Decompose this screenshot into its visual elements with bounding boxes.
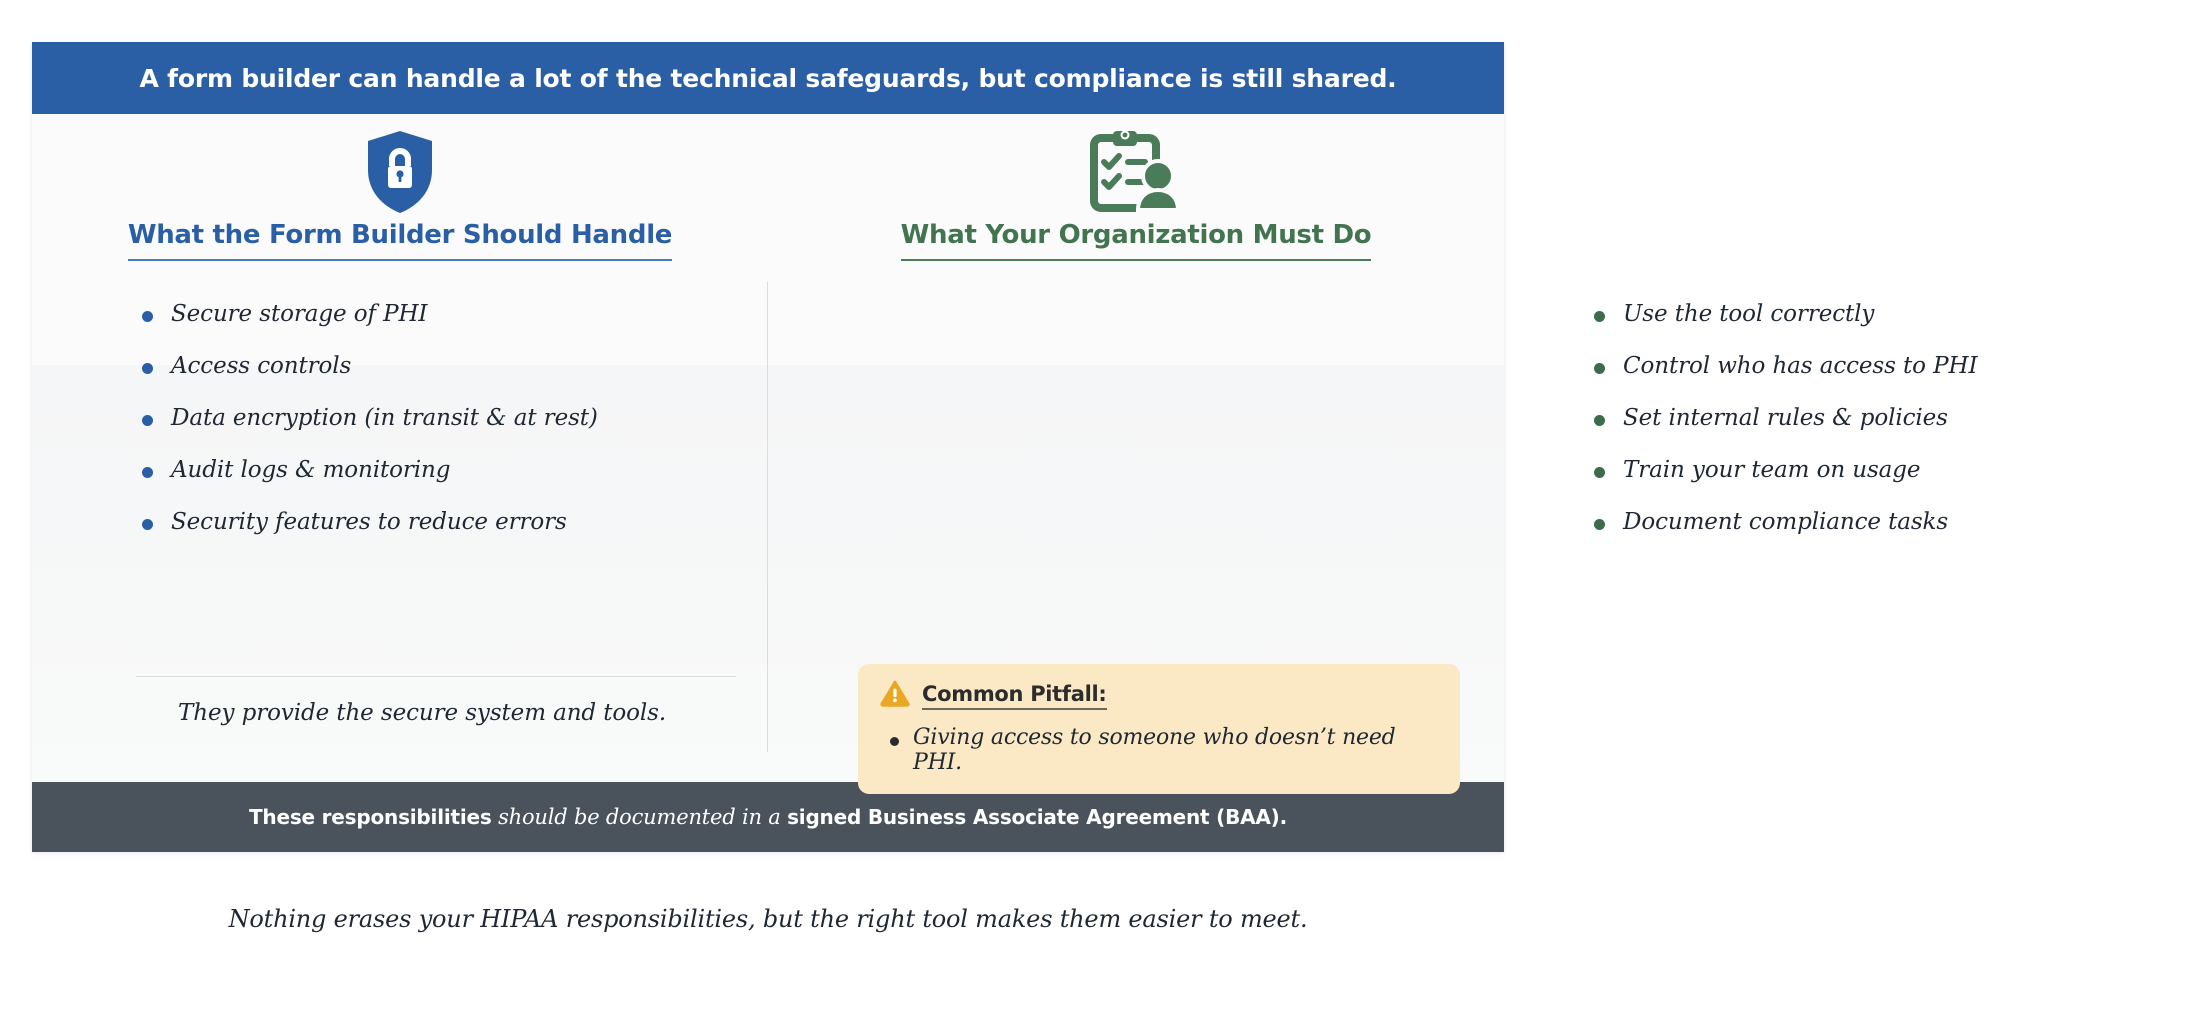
right-column-list	[1594, 300, 2194, 560]
warning-triangle-icon	[880, 680, 910, 711]
list-item	[1594, 456, 2194, 486]
common-pitfall-header	[880, 680, 1438, 711]
common-pitfall-title: Common Pitfall:	[922, 682, 1107, 710]
left-column-heading-text: What the Form Builder Should Handle	[128, 220, 672, 261]
header-banner	[32, 42, 1504, 114]
left-column-separator	[136, 676, 736, 677]
bullet-dot-icon	[142, 519, 153, 530]
bullet-dot-icon	[142, 363, 153, 374]
right-column	[768, 114, 1978, 782]
footer-trail-strong: signed Business Associate Agreement (BAA).	[787, 805, 1288, 829]
list-item	[142, 456, 742, 486]
bullet-dot-icon	[890, 737, 899, 746]
right-column-heading-text: What Your Organization Must Do	[901, 220, 1372, 261]
bullet-dot-icon	[1594, 311, 1605, 322]
list-item	[142, 404, 742, 434]
bullet-dot-icon	[1594, 467, 1605, 478]
bullet-dot-icon	[142, 311, 153, 322]
left-column-list	[142, 300, 742, 560]
list-item	[142, 300, 742, 330]
bullet-dot-icon	[1594, 415, 1605, 426]
left-column-heading	[32, 220, 768, 261]
list-item-label: Use the tool correctly	[1623, 301, 1875, 327]
clipboard-checklist-person-icon	[768, 126, 1504, 218]
list-item-label: Data encryption (in transit & at rest)	[171, 405, 598, 431]
list-item-label: Access controls	[171, 353, 352, 379]
footer-middle: should be documented in a	[491, 805, 788, 829]
list-item	[1594, 508, 2194, 538]
list-item-label: Set internal rules & policies	[1623, 405, 1948, 431]
bullet-dot-icon	[1594, 519, 1605, 530]
header-banner-text: A form builder can handle a lot of the technical safeguards, but compliance is still shared.	[139, 63, 1397, 93]
bullet-dot-icon	[1594, 363, 1605, 374]
list-item-label: Train your team on usage	[1623, 457, 1921, 483]
list-item	[1594, 404, 2194, 434]
footer-lead-strong: These responsibilities	[248, 805, 492, 829]
infographic-card	[32, 42, 1978, 852]
right-column-heading	[768, 220, 1504, 261]
list-item-label: Giving access to someone who doesn’t need PHI.	[913, 725, 1396, 775]
common-pitfall-callout	[858, 664, 1460, 794]
list-item-label: Control who has access to PHI	[1623, 353, 1978, 379]
list-item	[1594, 352, 2194, 382]
list-item-label: Secure storage of PHI	[171, 301, 428, 327]
bottom-caption: Nothing erases your HIPAA responsibilities, but the right tool makes them easier to meet.	[228, 905, 1308, 933]
bullet-dot-icon	[142, 415, 153, 426]
list-item	[880, 725, 1438, 775]
common-pitfall-list	[880, 725, 1438, 775]
list-item-label: Document compliance tasks	[1623, 509, 1949, 535]
list-item	[142, 508, 742, 538]
list-item-label: Security features to reduce errors	[171, 509, 567, 535]
two-column-body	[32, 114, 1978, 782]
bullet-dot-icon	[142, 467, 153, 478]
list-item	[1594, 300, 2194, 330]
left-column	[32, 114, 768, 782]
footer-bar-text	[249, 805, 1287, 829]
left-column-footnote: They provide the secure system and tools.	[178, 700, 667, 726]
list-item	[142, 352, 742, 382]
shield-lock-icon	[32, 126, 768, 218]
list-item-label: Audit logs & monitoring	[171, 457, 451, 483]
